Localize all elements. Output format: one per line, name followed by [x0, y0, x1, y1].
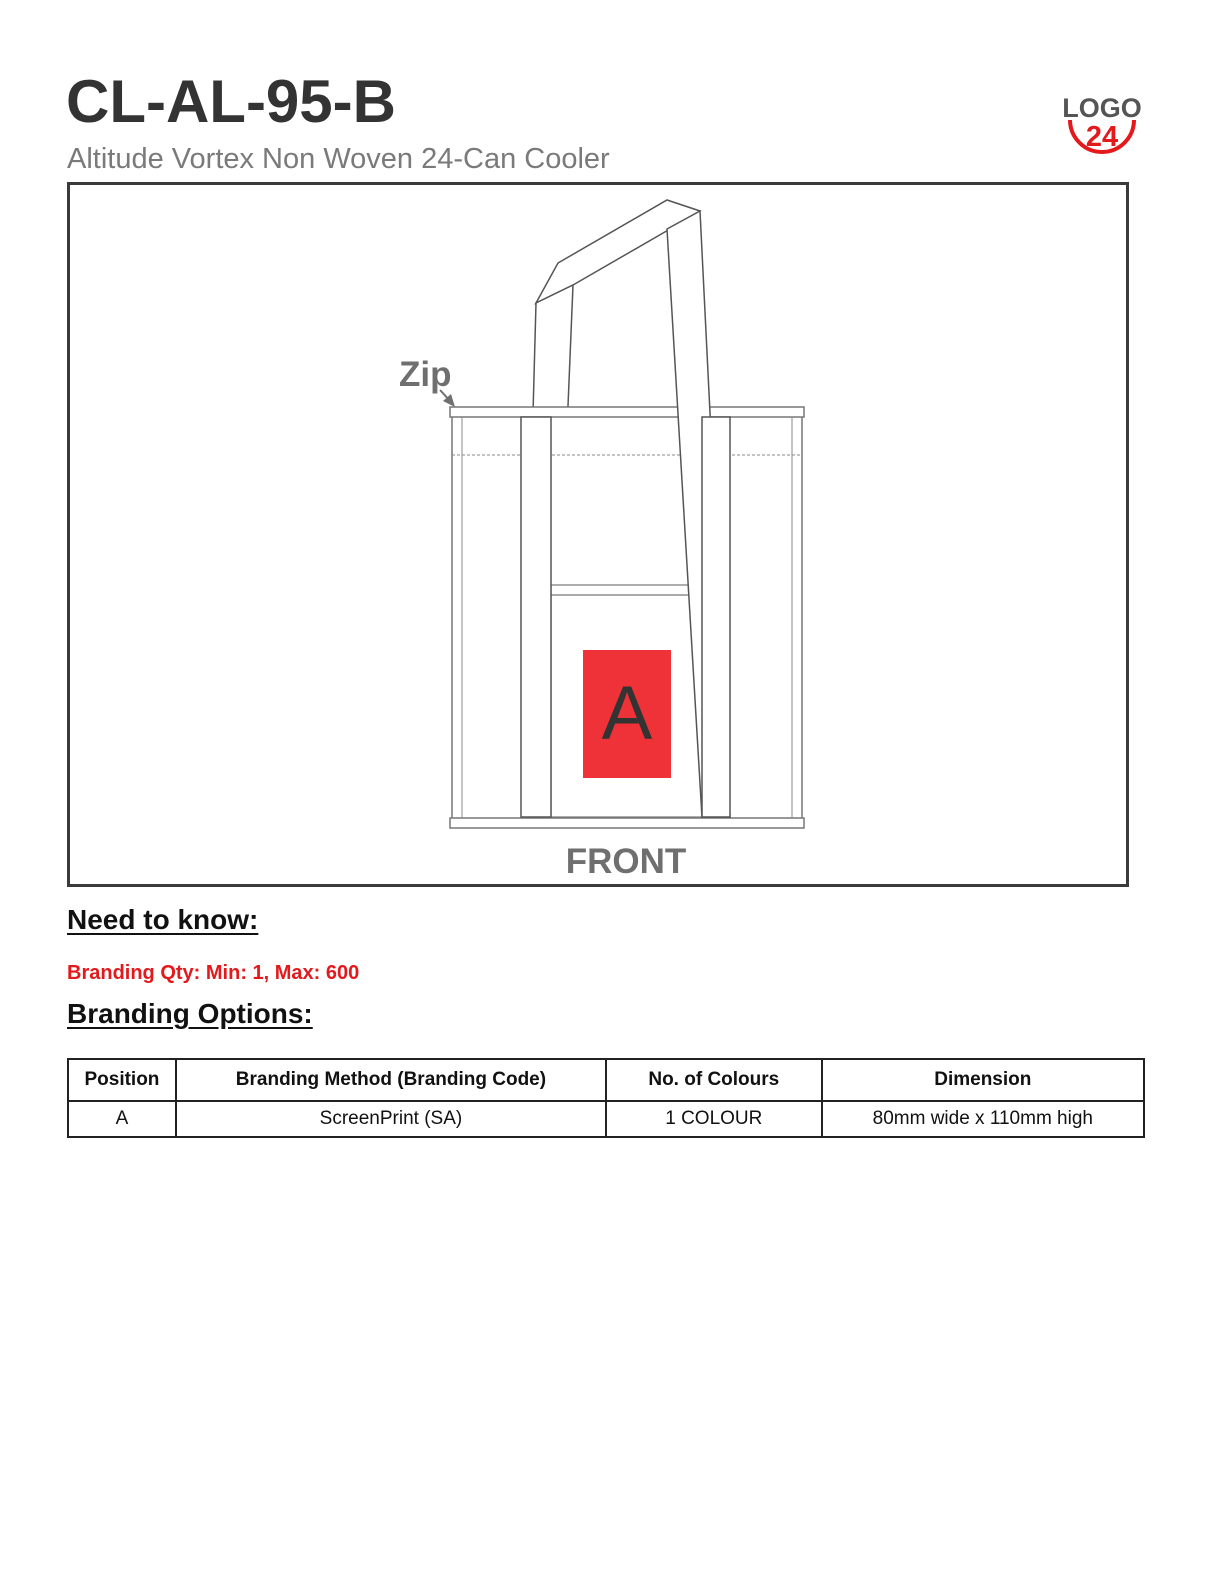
branding-qty-note: Branding Qty: Min: 1, Max: 600	[67, 962, 360, 984]
logo-text-top: LOGO	[1062, 93, 1142, 123]
column-header-method: Branding Method (Branding Code)	[176, 1059, 606, 1101]
column-header-colours: No. of Colours	[606, 1059, 822, 1101]
product-name: Altitude Vortex Non Woven 24-Can Cooler	[67, 143, 610, 175]
brand-logo	[1060, 84, 1144, 168]
strap-right-lower	[702, 417, 730, 817]
table-header-row	[68, 1059, 1144, 1101]
bag-bottom-edge	[450, 818, 804, 828]
view-label: FRONT	[565, 842, 687, 881]
cooler-bag-drawing	[70, 185, 1126, 884]
logo-text-bottom: 24	[1085, 121, 1119, 153]
strap-left-lower	[521, 417, 551, 817]
cell-colours: 1 COLOUR	[606, 1101, 822, 1137]
product-code: CL-AL-95-B	[66, 68, 396, 135]
bag-top-edge	[450, 407, 804, 417]
column-header-position: Position	[68, 1059, 176, 1101]
product-diagram	[67, 182, 1129, 887]
branding-options-heading: Branding Options:	[67, 998, 313, 1029]
print-area-label: A	[601, 671, 653, 756]
branding-options-table	[67, 1058, 1145, 1138]
cell-position: A	[68, 1101, 176, 1137]
table-row	[68, 1101, 1144, 1137]
cell-method: ScreenPrint (SA)	[176, 1101, 606, 1137]
cell-dimension: 80mm wide x 110mm high	[822, 1101, 1144, 1137]
need-to-know-heading: Need to know:	[67, 904, 259, 935]
zip-label: Zip	[399, 355, 452, 394]
column-header-dimension: Dimension	[822, 1059, 1144, 1101]
